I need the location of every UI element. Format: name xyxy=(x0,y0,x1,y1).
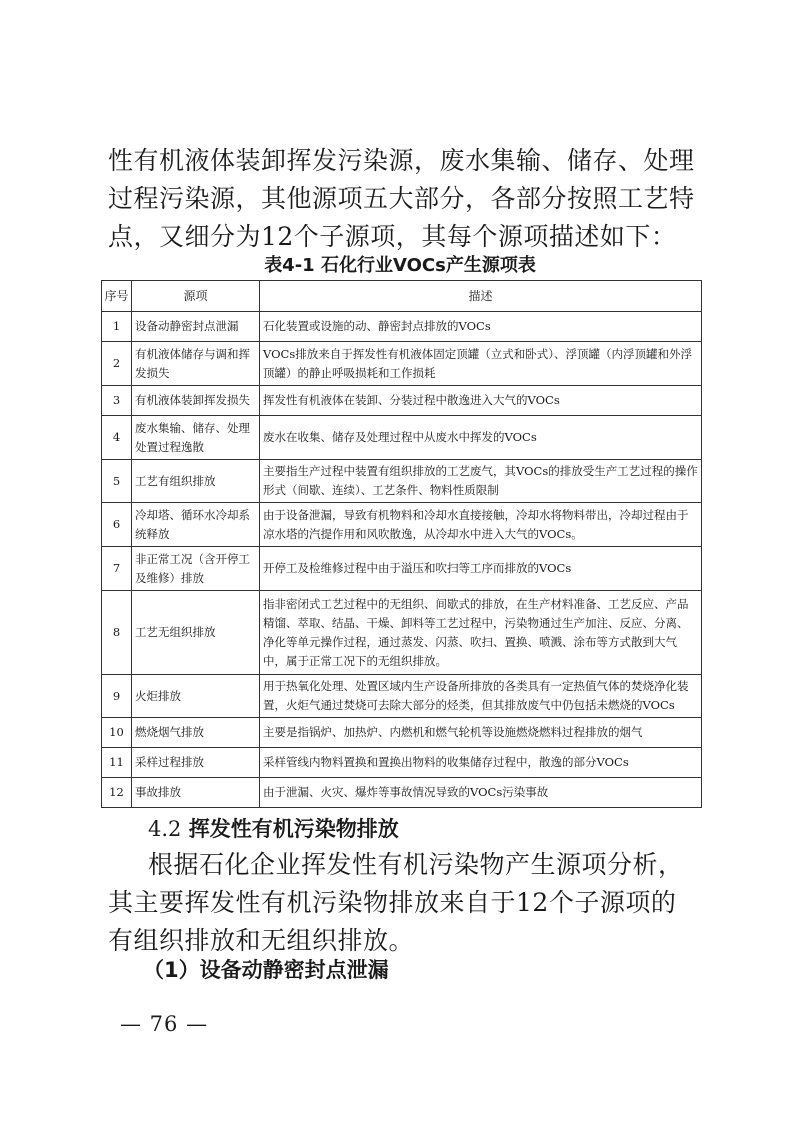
row-no: 4 xyxy=(102,416,132,460)
row-no: 5 xyxy=(102,460,132,503)
row-no: 3 xyxy=(102,386,132,416)
row-source: 非正常工况（含开停工及维修）排放 xyxy=(132,547,260,591)
row-source: 设备动静密封点泄漏 xyxy=(132,312,260,342)
table-row xyxy=(102,547,702,591)
row-source: 废水集输、储存、处理处置过程逸散 xyxy=(132,416,260,460)
row-description: 主要指生产过程中装置有组织排放的工艺废气，其VOCs的排放受生产工艺过程的操作形式（间歇、连续）、工艺条件、物料性质限制 xyxy=(260,460,702,503)
table-row xyxy=(102,312,702,342)
row-description: 挥发性有机液体在装卸、分装过程中散逸进入大气的VOCs xyxy=(260,386,702,416)
row-no: 7 xyxy=(102,547,132,591)
header-description: 描述 xyxy=(260,281,702,312)
row-description: 废水在收集、储存及处理过程中从废水中挥发的VOCs xyxy=(260,416,702,460)
row-source: 火炬排放 xyxy=(132,675,260,718)
table-row xyxy=(102,386,702,416)
subsection-heading: （1）设备动静密封点泄漏 xyxy=(143,958,389,982)
table-row xyxy=(102,503,702,547)
table-row xyxy=(102,778,702,808)
section-heading-4-2 xyxy=(148,814,399,844)
table-row xyxy=(102,342,702,386)
table-row xyxy=(102,416,702,460)
section-number: 4.2 xyxy=(148,817,182,841)
intro-paragraph: 性有机液体装卸挥发污染源，废水集输、储存、处理过程污染源，其他源项五大部分，各部分按照工艺特点，又细分为12个子源项，其每个源项描述如下： xyxy=(108,146,695,251)
row-source: 采样过程排放 xyxy=(132,748,260,778)
row-source: 事故排放 xyxy=(132,778,260,808)
header-no: 序号 xyxy=(102,281,132,312)
header-source: 源项 xyxy=(132,281,260,312)
table-caption: 表4-1 石化行业VOCs产生源项表 xyxy=(264,255,536,276)
table-row xyxy=(102,675,702,718)
row-source: 有机液体装卸挥发损失 xyxy=(132,386,260,416)
row-no: 1 xyxy=(102,312,132,342)
table-header-row xyxy=(102,281,702,312)
row-no: 12 xyxy=(102,778,132,808)
voc-source-table xyxy=(101,280,702,808)
row-description: 指非密闭式工艺过程中的无组织、间歇式的排放，在生产材料准备、工艺反应、产品精馏、萃取、结晶、干燥、卸料等工艺过程中，污染物通过生产加注、反应、分离、净化等单元操作过程，通过蒸发、闪蒸、吹扫、置换、喷溅、涂布等方式散到大气中，属于正常工况下的无组织排放。 xyxy=(260,591,702,675)
row-source: 有机液体储存与调和挥发损失 xyxy=(132,342,260,386)
section-title: 挥发性有机污染物排放 xyxy=(188,817,399,841)
row-description: 开停工及检维修过程中由于溢压和吹扫等工序而排放的VOCs xyxy=(260,547,702,591)
row-no: 9 xyxy=(102,675,132,718)
row-description: 石化装置或设施的动、静密封点排放的VOCs xyxy=(260,312,702,342)
row-no: 2 xyxy=(102,342,132,386)
row-no: 6 xyxy=(102,503,132,547)
row-source: 冷却塔、循环水冷却系统释放 xyxy=(132,503,260,547)
row-description: VOCs排放来自于挥发性有机液体固定顶罐（立式和卧式）、浮顶罐（内浮顶罐和外浮顶罐）的静止呼吸损耗和工作损耗 xyxy=(260,342,702,386)
table-row xyxy=(102,718,702,748)
row-description: 用于热氧化处理、处置区域内生产设备所排放的各类具有一定热值气体的焚烧净化装置，火炬气通过焚烧可去除大部分的烃类，但其排放废气中仍包括未燃烧的VOCs xyxy=(260,675,702,718)
row-source: 工艺无组织排放 xyxy=(132,591,260,675)
row-description: 采样管线内物料置换和置换出物料的收集储存过程中，散逸的部分VOCs xyxy=(260,748,702,778)
section-paragraph: 根据石化企业挥发性有机污染物产生源项分析，其主要挥发性有机污染物排放来自于12个子源项的有组织排放和无组织排放。 xyxy=(108,850,684,955)
row-no: 11 xyxy=(102,748,132,778)
row-no: 10 xyxy=(102,718,132,748)
table-row xyxy=(102,460,702,503)
table-row xyxy=(102,748,702,778)
row-source: 燃烧烟气排放 xyxy=(132,718,260,748)
row-source: 工艺有组织排放 xyxy=(132,460,260,503)
row-description: 由于设备泄漏，导致有机物料和冷却水直接接触，冷却水将物料带出，冷却过程由于凉水塔的汽提作用和风吹散逸，从冷却水中进入大气的VOCs。 xyxy=(260,503,702,547)
table-row xyxy=(102,591,702,675)
row-description: 主要是指锅炉、加热炉、内燃机和燃气轮机等设施燃烧燃料过程排放的烟气 xyxy=(260,718,702,748)
page-number: — 76 — xyxy=(120,1012,209,1036)
row-no: 8 xyxy=(102,591,132,675)
row-description: 由于泄漏、火灾、爆炸等事故情况导致的VOCs污染事故 xyxy=(260,778,702,808)
